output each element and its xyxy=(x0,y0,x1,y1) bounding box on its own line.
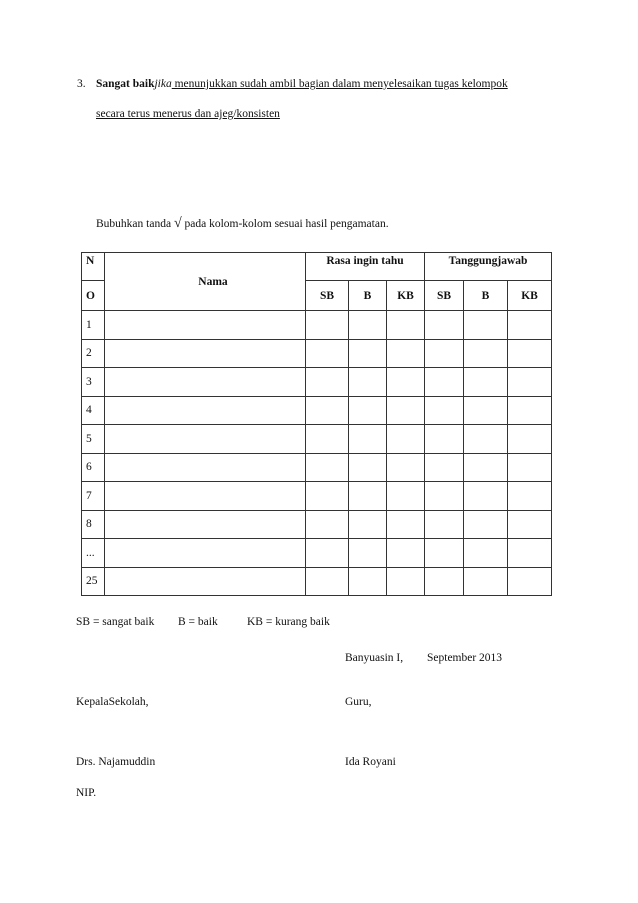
name-cell[interactable] xyxy=(105,368,306,397)
score-cell[interactable] xyxy=(508,425,552,454)
nip-label: NIP. xyxy=(76,787,97,799)
table-row xyxy=(82,539,552,568)
table-body xyxy=(82,311,552,596)
score-cell[interactable] xyxy=(425,339,464,368)
score-cell[interactable] xyxy=(508,311,552,340)
score-cell[interactable] xyxy=(306,425,349,454)
row-number: 2 xyxy=(82,339,105,368)
score-cell[interactable] xyxy=(508,539,552,568)
name-cell[interactable] xyxy=(105,339,306,368)
table-row xyxy=(82,482,552,511)
score-cell[interactable] xyxy=(425,453,464,482)
header-sub: SB xyxy=(306,281,349,311)
table-row xyxy=(82,510,552,539)
score-cell[interactable] xyxy=(425,567,464,596)
row-number: 7 xyxy=(82,482,105,511)
score-cell[interactable] xyxy=(464,482,508,511)
score-cell[interactable] xyxy=(508,396,552,425)
header-no-bottom: O xyxy=(82,281,105,311)
score-cell[interactable] xyxy=(306,339,349,368)
score-cell[interactable] xyxy=(349,510,387,539)
row-number: 4 xyxy=(82,396,105,425)
score-cell[interactable] xyxy=(387,453,425,482)
row-number: 25 xyxy=(82,567,105,596)
score-cell[interactable] xyxy=(349,425,387,454)
score-cell[interactable] xyxy=(349,396,387,425)
legend-b: B = baik xyxy=(178,616,218,628)
score-cell[interactable] xyxy=(508,482,552,511)
score-cell[interactable] xyxy=(508,368,552,397)
name-cell[interactable] xyxy=(105,396,306,425)
score-cell[interactable] xyxy=(508,453,552,482)
score-cell[interactable] xyxy=(387,425,425,454)
score-cell[interactable] xyxy=(306,539,349,568)
score-cell[interactable] xyxy=(387,396,425,425)
name-cell[interactable] xyxy=(105,539,306,568)
teacher-name: Ida Royani xyxy=(345,756,396,768)
score-cell[interactable] xyxy=(464,425,508,454)
score-cell[interactable] xyxy=(464,453,508,482)
score-cell[interactable] xyxy=(387,311,425,340)
row-number: ... xyxy=(82,539,105,568)
score-cell[interactable] xyxy=(387,567,425,596)
score-cell[interactable] xyxy=(349,482,387,511)
score-cell[interactable] xyxy=(306,510,349,539)
score-cell[interactable] xyxy=(425,368,464,397)
score-cell[interactable] xyxy=(349,539,387,568)
score-cell[interactable] xyxy=(349,368,387,397)
score-cell[interactable] xyxy=(508,510,552,539)
score-cell[interactable] xyxy=(306,396,349,425)
table-row xyxy=(82,339,552,368)
teacher-title: Guru, xyxy=(345,696,372,708)
score-cell[interactable] xyxy=(508,339,552,368)
legend-kb: KB = kurang baik xyxy=(247,616,330,628)
score-cell[interactable] xyxy=(508,567,552,596)
observation-table xyxy=(81,252,552,596)
row-number: 3 xyxy=(82,368,105,397)
row-number: 5 xyxy=(82,425,105,454)
header-rasa-ingin-tahu: Rasa ingin tahu xyxy=(306,253,425,281)
score-cell[interactable] xyxy=(425,482,464,511)
score-cell[interactable] xyxy=(425,425,464,454)
score-cell[interactable] xyxy=(306,453,349,482)
score-cell[interactable] xyxy=(306,482,349,511)
score-cell[interactable] xyxy=(387,482,425,511)
row-number: 6 xyxy=(82,453,105,482)
item-number: 3. xyxy=(77,78,86,90)
score-cell[interactable] xyxy=(306,311,349,340)
instruction xyxy=(96,216,389,232)
signature-place: Banyuasin I, xyxy=(345,652,404,664)
table-row xyxy=(82,425,552,454)
header-sub: SB xyxy=(425,281,464,311)
score-cell[interactable] xyxy=(349,311,387,340)
score-cell[interactable] xyxy=(306,368,349,397)
header-no-top: N xyxy=(82,253,105,281)
score-cell[interactable] xyxy=(464,510,508,539)
instruction-before: Bubuhkan tanda xyxy=(96,218,172,230)
score-cell[interactable] xyxy=(425,396,464,425)
score-cell[interactable] xyxy=(387,510,425,539)
name-cell[interactable] xyxy=(105,453,306,482)
header-tanggungjawab: Tanggungjawab xyxy=(425,253,552,281)
item3-line2: secara terus menerus dan ajeg/konsisten xyxy=(96,108,280,120)
score-cell[interactable] xyxy=(349,453,387,482)
instruction-after: pada kolom-kolom sesuai hasil pengamatan. xyxy=(184,218,389,230)
score-cell[interactable] xyxy=(387,539,425,568)
score-cell[interactable] xyxy=(464,311,508,340)
header-sub: KB xyxy=(508,281,552,311)
score-cell[interactable] xyxy=(464,539,508,568)
principal-name: Drs. Najamuddin xyxy=(76,756,156,768)
score-cell[interactable] xyxy=(306,567,349,596)
name-cell[interactable] xyxy=(105,425,306,454)
header-nama: Nama xyxy=(105,253,306,311)
item3-jika: jika xyxy=(154,78,172,90)
score-cell[interactable] xyxy=(425,539,464,568)
header-sub: B xyxy=(349,281,387,311)
legend-sb: SB = sangat baik xyxy=(76,616,155,628)
table-row xyxy=(82,453,552,482)
score-cell[interactable] xyxy=(387,368,425,397)
principal-title: KepalaSekolah, xyxy=(76,696,149,708)
name-cell[interactable] xyxy=(105,567,306,596)
check-mark-icon: √ xyxy=(173,216,182,231)
item3-line1 xyxy=(96,78,508,90)
header-sub: KB xyxy=(387,281,425,311)
score-cell[interactable] xyxy=(464,567,508,596)
score-cell[interactable] xyxy=(464,339,508,368)
score-cell[interactable] xyxy=(387,339,425,368)
table-row xyxy=(82,311,552,340)
score-cell[interactable] xyxy=(349,339,387,368)
item3-term: Sangat baik xyxy=(96,78,155,90)
score-cell[interactable] xyxy=(464,368,508,397)
name-cell[interactable] xyxy=(105,311,306,340)
row-number: 1 xyxy=(82,311,105,340)
score-cell[interactable] xyxy=(425,510,464,539)
table-row xyxy=(82,567,552,596)
table-row xyxy=(82,396,552,425)
header-sub: B xyxy=(464,281,508,311)
signature-date: September 2013 xyxy=(427,652,503,664)
item3-description: menunjukkan sudah ambil bagian dalam menyelesaikan tugas kelompok xyxy=(171,78,508,90)
table-row xyxy=(82,368,552,397)
name-cell[interactable] xyxy=(105,482,306,511)
score-cell[interactable] xyxy=(464,396,508,425)
row-number: 8 xyxy=(82,510,105,539)
score-cell[interactable] xyxy=(349,567,387,596)
name-cell[interactable] xyxy=(105,510,306,539)
score-cell[interactable] xyxy=(425,311,464,340)
